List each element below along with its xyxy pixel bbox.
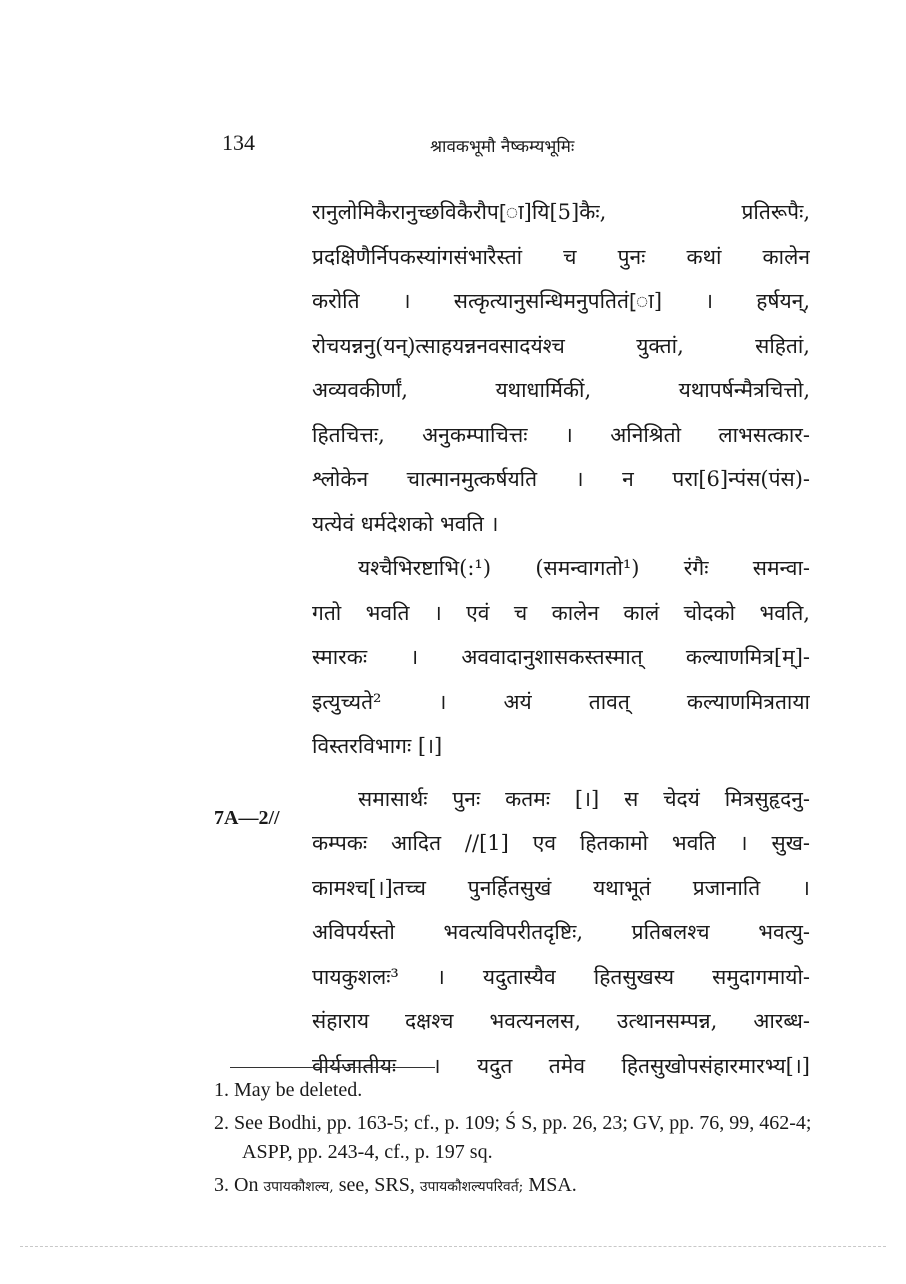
margin-folio-reference: 7A—2// <box>214 807 280 829</box>
text-line: विस्तरविभागः [।] <box>312 734 443 758</box>
footnote-number: 3. <box>214 1174 229 1196</box>
footnote-text: On <box>234 1174 259 1196</box>
footnotes <box>214 1076 814 1202</box>
footnote-text: MSA. <box>528 1174 577 1196</box>
text-line: संहाराय दक्षश्च भवत्यनलस, उत्थानसम्पन्न, आरब्ध- <box>312 1009 810 1033</box>
text-line: रोचयन्ननु(यन्‌)त्साहयन्ननवसादयंश्च युक्तां, सहितां, <box>312 333 810 358</box>
footnote-text: May be deleted. <box>234 1079 363 1101</box>
footnote-text: see, SRS, <box>338 1174 415 1196</box>
text-line: हितचित्तः, अनुकम्पाचित्तः । अनिश्रितो लाभसत्कार- <box>312 422 810 447</box>
footnote-1 <box>214 1076 814 1105</box>
footnote-number: 1. <box>214 1079 229 1101</box>
text-line: समासार्थः पुनः कतमः [।] स चेदयं मित्रसुहृदनु- <box>358 786 810 811</box>
text-line: करोति । सत्कृत्यानुसन्धिमनुपतितं[ा] । हर्षयन्, <box>312 289 810 313</box>
footnote-number: 2. <box>214 1112 229 1134</box>
footnote-2 <box>214 1109 814 1167</box>
text-line: यश्चैभिरष्टाभि(:¹) (समन्वागतो¹) रंगैः समन्वा- <box>358 556 810 580</box>
text-line: अव्यवकीर्णां, यथाधार्मिकीं, यथापर्षन्मैत्रचित्तो, <box>312 378 810 402</box>
text-line: स्मारकः । अववादानुशासकस्तस्मात् कल्याणमित्र[म्]- <box>312 645 810 669</box>
text-line: कम्पकः आदित //[1] एव हितकामो भवति । सुख- <box>312 831 810 855</box>
text-line: गतो भवति । एवं च कालेन कालं चोदको भवति, <box>312 600 810 625</box>
page-number: 134 <box>222 130 255 155</box>
text-line: प्रदक्षिणैर्निपकस्यांगसंभारैस्तां च पुनः कथां कालेन <box>312 244 810 269</box>
text-line: वीर्यजातीयः । यदुत तमेव हितसुखोपसंहारमारभ्य[।] <box>312 1053 810 1078</box>
footnote-text: See Bodhi, pp. 163-5; cf., p. 109; Ś S, pp. 26, 23; GV, pp. 76, 99, 462-4; ASPP, pp. 243-4, cf., p. 197 sq. <box>234 1112 812 1163</box>
main-text <box>312 190 810 1088</box>
running-title: श्रावकभूमौ नैष्कम्यभूमिः <box>430 137 575 157</box>
footnote-term: उपायकौशल्य, <box>263 1179 334 1195</box>
text-line: इत्युच्यते² । अयं तावत् कल्याणमित्रताया <box>312 689 810 714</box>
text-line: अविपर्यस्तो भवत्यविपरीतदृष्टिः, प्रतिबलश्च भवत्यु- <box>312 920 810 944</box>
text-line: कामश्च[।]तच्च पुनर्हितसुखं यथाभूतं प्रजानाति । <box>312 875 810 900</box>
footnote-3 <box>214 1171 814 1202</box>
footnote-divider <box>230 1067 435 1068</box>
text-line: श्लोकेन चात्मानमुत्कर्षयति । न परा[6]न्पंस(पंस)- <box>312 467 810 491</box>
text-line: यत्येवं धर्मदेशको भवति । <box>312 511 499 536</box>
page-bottom-edge <box>20 1246 886 1247</box>
footnote-term: उपायकौशल्यपरिवर्त; <box>419 1179 524 1195</box>
text-line: रानुलोमिकैरानुच्छविकैरौप[ा]यि[5]कैः, प्रतिरूपैः, <box>312 200 810 224</box>
text-line: पायकुशलः³ । यदुतास्यैव हितसुखस्य समुदागमायो- <box>312 964 810 989</box>
